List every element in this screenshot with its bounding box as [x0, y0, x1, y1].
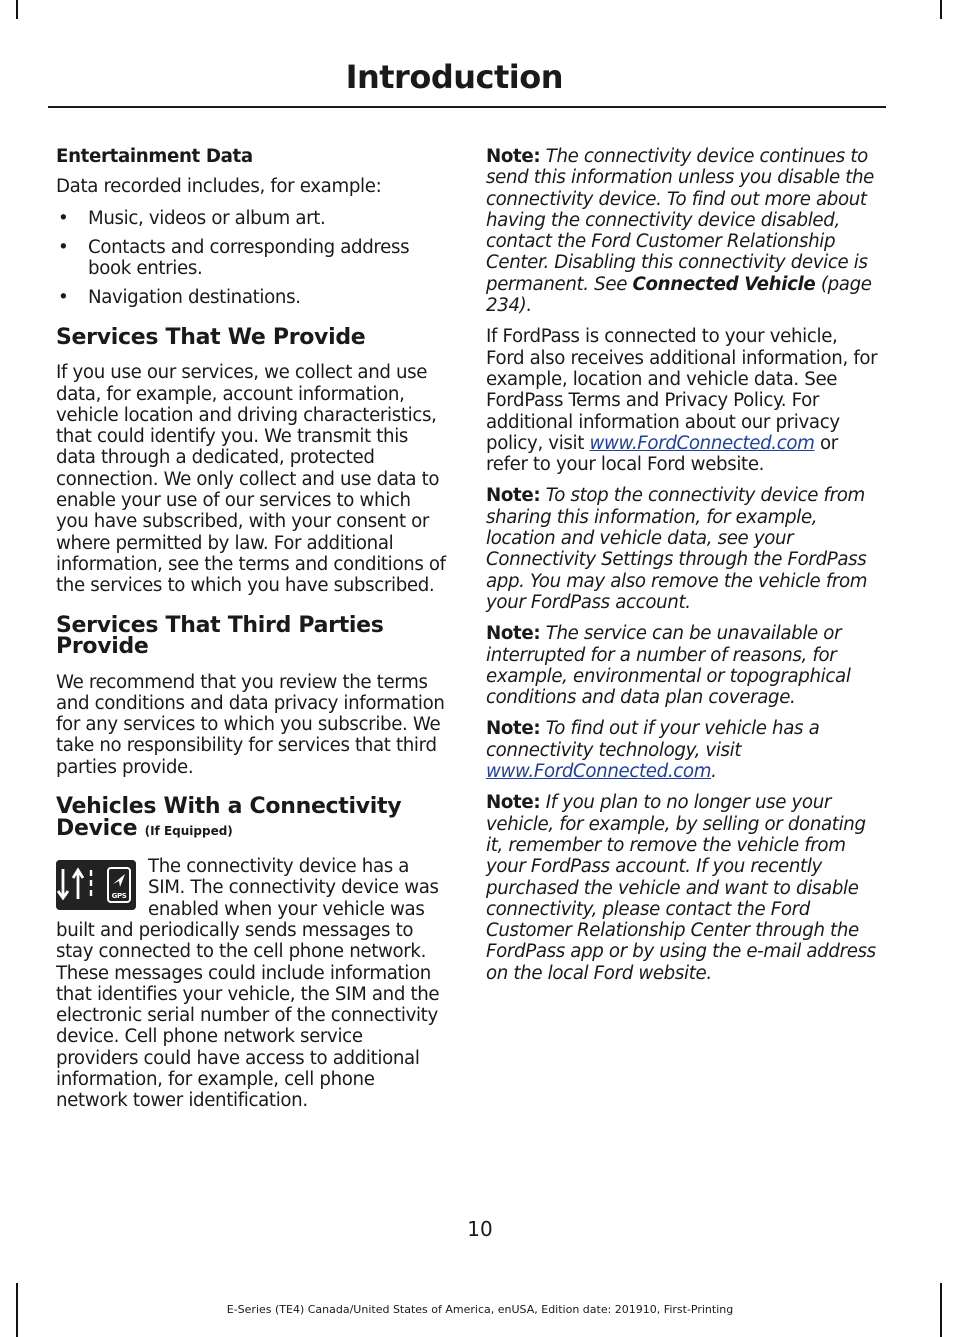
list-item-text: Navigation destinations.	[88, 287, 301, 309]
entertainment-intro: Data recorded includes, for example:	[56, 176, 382, 198]
connectivity-heading-text: Vehicles With a Connectivity Device	[56, 794, 402, 841]
services-body: If you use our services, we collect and use data, for example, account information, vehicle location and driving characteristics, that could identify you. We transmit this data through a dedicated, protected connection. We only collect and use data to enable your use of our services to which you have subscribed, with your consent or where permitted by law. For additional information, see the terms and conditions of the services to which you have subscribed.	[56, 362, 446, 597]
note-label: Note:	[486, 718, 541, 740]
note-find-connectivity	[486, 718, 880, 782]
note-label: Note:	[486, 146, 541, 167]
fordpass-tail: or refer to your local Ford website.	[486, 432, 838, 476]
bullet-icon: •	[58, 207, 69, 229]
note-tail: .	[711, 761, 717, 783]
gps-icon-label: GPS	[111, 892, 127, 901]
crop-mark-top-right	[940, 0, 942, 19]
if-equipped-qualifier: (If Equipped)	[144, 823, 233, 838]
crop-mark-top-left	[16, 0, 18, 19]
connected-vehicle-cross-reference[interactable]: Connected Vehicle	[632, 273, 816, 295]
note-remove-vehicle	[486, 792, 880, 984]
connectivity-heading	[56, 796, 448, 842]
note-text: The service can be unavailable or interrupted for a number of reasons, for example, environmental or topographical conditions and data plan coverage.	[486, 623, 851, 709]
note-text: If you plan to no longer use your vehicle, for example, by selling or donating it, remember to remove the vehicle from your FordPass account. If you recently purchased the vehicle and want to disable connectivity, please contact the Ford Customer Relationship Center through the FordPass app or by using the e-mail address on the local Ford website.	[486, 792, 876, 984]
list-item-text: Music, videos or album art.	[88, 207, 326, 229]
left-column	[56, 146, 448, 1122]
third-parties-body: We recommend that you review the terms and conditions and data privacy information for any services to which you subscribe. We take no responsibility for services that third parties provide.	[56, 671, 445, 778]
page-number: 10	[467, 1217, 493, 1241]
note-continues-sending	[486, 146, 880, 316]
note-label: Note:	[486, 485, 541, 507]
note-text: To stop the connectivity device from sharing this information, for example, location and vehicle data, see your Connectivity Settings through the FordPass app. You may also remove the vehicle from your FordPass account.	[486, 485, 868, 613]
list-item	[56, 237, 448, 280]
connectivity-device-icon	[56, 860, 136, 910]
list-item	[56, 208, 448, 229]
right-column	[486, 146, 880, 994]
bullet-icon: •	[58, 287, 69, 309]
entertainment-bullet-list	[56, 208, 448, 309]
list-item-text: Contacts and corresponding address book entries.	[88, 236, 410, 280]
note-label: Note:	[486, 792, 541, 814]
fordpass-text: If FordPass is connected to your vehicle, Ford also receives additional information, for example, location and vehicle data. See FordPass Terms and Privacy Policy. For additional information about our privacy policy, visit	[486, 326, 878, 454]
third-parties-heading: Services That Third Parties Provide	[56, 612, 384, 660]
connectivity-device-svg	[56, 860, 136, 910]
fordconnected-link[interactable]: www.FordConnected.com	[486, 761, 712, 783]
fordconnected-link[interactable]: www.FordConnected.com	[589, 432, 815, 454]
page-reference: (page 234).	[486, 273, 872, 317]
connectivity-body: The connectivity device has a SIM. The connectivity device was enabled when your vehicle was built and periodically sends messages to stay connected to the cell phone network. These messages could include information that identifies your vehicle, the SIM and the electronic serial number of the connectivity device. Cell phone network service providers could have access to additional information, for example, cell phone network tower identification.	[56, 856, 440, 1112]
note-text: The connectivity device continues to send this information unless you disable the connectivity device. To find out more about having the connectivity device disabled, contact the Ford Customer Relationship Center. Disabling this connectivity device is permanent. See	[486, 146, 875, 295]
bullet-icon: •	[58, 236, 69, 258]
note-text: To find out if your vehicle has a connectivity technology, visit	[486, 718, 820, 761]
list-item	[56, 287, 448, 308]
note-stop-sharing	[486, 485, 880, 613]
entertainment-data-heading: Entertainment Data	[56, 146, 253, 167]
note-label: Note:	[486, 623, 541, 645]
edition-footer: E-Series (TE4) Canada/United States of America, enUSA, Edition date: 201910, First-Printing	[226, 1303, 734, 1316]
note-service-unavailable	[486, 623, 880, 708]
header-rule	[48, 106, 886, 108]
page-title: Introduction	[345, 58, 563, 96]
fordpass-paragraph	[486, 326, 880, 475]
services-heading: Services That We Provide	[56, 324, 366, 350]
